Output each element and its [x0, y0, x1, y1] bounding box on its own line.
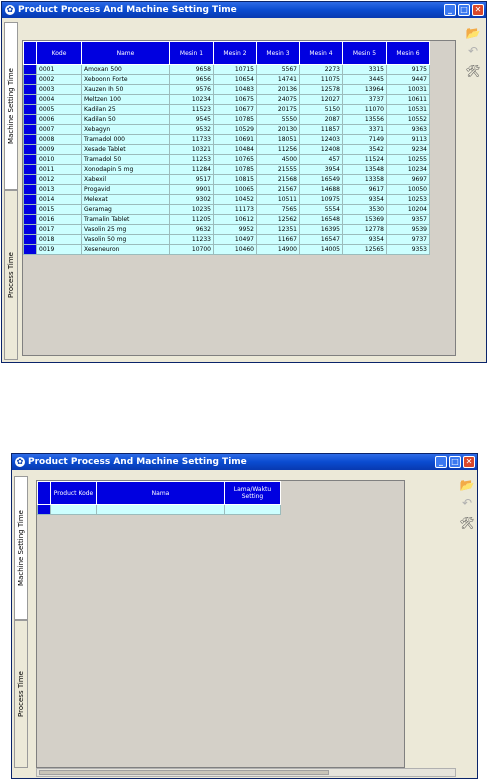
table-cell[interactable]: 11523: [170, 105, 214, 115]
table-cell[interactable]: 12027: [300, 95, 343, 105]
table-cell[interactable]: 16395: [300, 225, 343, 235]
table-cell[interactable]: 13556: [343, 115, 387, 125]
table-cell[interactable]: 10552: [387, 115, 430, 125]
title-bar[interactable]: [12, 454, 477, 470]
table-cell[interactable]: 10452: [214, 195, 257, 205]
table-cell[interactable]: 3737: [343, 95, 387, 105]
table-cell[interactable]: Xeseneuron: [82, 245, 170, 255]
tab-machine-setting-time[interactable]: [14, 476, 28, 620]
table-cell[interactable]: Vasolin 25 mg: [82, 225, 170, 235]
table-row[interactable]: [24, 105, 430, 115]
column-header[interactable]: Nama: [97, 482, 225, 505]
table-cell[interactable]: 10253: [387, 195, 430, 205]
table-cell[interactable]: 11256: [257, 145, 300, 155]
table-cell[interactable]: 9363: [387, 125, 430, 135]
table-cell[interactable]: 12403: [300, 135, 343, 145]
table-row[interactable]: [24, 65, 430, 75]
table-cell[interactable]: 10204: [387, 205, 430, 215]
table-cell[interactable]: Xeboonn Forte: [82, 75, 170, 85]
row-indicator[interactable]: [24, 155, 37, 165]
table-cell[interactable]: 12565: [343, 245, 387, 255]
table-cell[interactable]: [97, 505, 225, 515]
column-header[interactable]: Mesin 4: [300, 42, 343, 65]
table-cell[interactable]: [225, 505, 281, 515]
table-cell[interactable]: 10529: [214, 125, 257, 135]
table-row[interactable]: [24, 195, 430, 205]
table-cell[interactable]: [51, 505, 97, 515]
window-title: Product Process And Machine Setting Time: [28, 457, 247, 467]
table-cell[interactable]: 12408: [300, 145, 343, 155]
table-cell[interactable]: 9113: [387, 135, 430, 145]
row-indicator[interactable]: [24, 105, 37, 115]
row-indicator[interactable]: [38, 505, 51, 515]
table-cell[interactable]: 14900: [257, 245, 300, 255]
table-cell[interactable]: 10531: [387, 105, 430, 115]
table-cell[interactable]: 0010: [37, 155, 82, 165]
row-indicator[interactable]: [24, 185, 37, 195]
table-cell[interactable]: 10715: [214, 65, 257, 75]
table-row[interactable]: [24, 225, 430, 235]
table-cell[interactable]: 16548: [300, 215, 343, 225]
table-cell[interactable]: 10460: [214, 245, 257, 255]
column-header[interactable]: Mesin 6: [387, 42, 430, 65]
row-indicator[interactable]: [24, 95, 37, 105]
table-cell[interactable]: 11667: [257, 235, 300, 245]
table-cell[interactable]: 0015: [37, 205, 82, 215]
table-cell[interactable]: 10484: [214, 145, 257, 155]
row-indicator[interactable]: [24, 65, 37, 75]
table-cell[interactable]: 11233: [170, 235, 214, 245]
column-header[interactable]: Product Kode: [51, 482, 97, 505]
table-cell[interactable]: 14741: [257, 75, 300, 85]
table-cell[interactable]: 9532: [170, 125, 214, 135]
table-cell[interactable]: 14005: [300, 245, 343, 255]
row-indicator[interactable]: [24, 165, 37, 175]
table-cell[interactable]: 0009: [37, 145, 82, 155]
table-cell[interactable]: 11857: [300, 125, 343, 135]
table-cell[interactable]: 9576: [170, 85, 214, 95]
table-cell[interactable]: 9617: [343, 185, 387, 195]
tab-machine-setting-time[interactable]: [4, 22, 18, 190]
table-cell[interactable]: Xesade Tablet: [82, 145, 170, 155]
table-row[interactable]: [24, 75, 430, 85]
column-header[interactable]: Mesin 5: [343, 42, 387, 65]
table-cell[interactable]: 457: [300, 155, 343, 165]
table-row[interactable]: [24, 205, 430, 215]
table-cell[interactable]: 10321: [170, 145, 214, 155]
table-cell[interactable]: 10700: [170, 245, 214, 255]
table-cell[interactable]: 9357: [387, 215, 430, 225]
data-grid[interactable]: [37, 481, 281, 515]
open-folder-icon[interactable]: 📂: [465, 26, 481, 40]
table-cell[interactable]: 10785: [214, 165, 257, 175]
table-cell[interactable]: 0011: [37, 165, 82, 175]
table-cell[interactable]: Progavid: [82, 185, 170, 195]
row-indicator[interactable]: [24, 135, 37, 145]
table-cell[interactable]: 0008: [37, 135, 82, 145]
table-cell[interactable]: 0012: [37, 175, 82, 185]
wrench-icon[interactable]: 🛠: [459, 516, 475, 530]
table-cell[interactable]: 0005: [37, 105, 82, 115]
table-cell[interactable]: 21567: [257, 185, 300, 195]
table-cell[interactable]: 4500: [257, 155, 300, 165]
table-cell[interactable]: Tramadol 50: [82, 155, 170, 165]
table-cell[interactable]: 9539: [387, 225, 430, 235]
table-cell[interactable]: 12778: [343, 225, 387, 235]
row-indicator[interactable]: [24, 245, 37, 255]
table-cell[interactable]: Vasolin 50 mg: [82, 235, 170, 245]
table-cell[interactable]: 11524: [343, 155, 387, 165]
column-header[interactable]: Name: [82, 42, 170, 65]
table-cell[interactable]: 10611: [387, 95, 430, 105]
table-cell[interactable]: 9737: [387, 235, 430, 245]
tab-machine-setting-label: Machine Setting Time: [7, 68, 15, 144]
open-folder-icon[interactable]: 📂: [459, 478, 475, 492]
table-cell[interactable]: 11733: [170, 135, 214, 145]
table-cell[interactable]: 9302: [170, 195, 214, 205]
window-title: Product Process And Machine Setting Time: [18, 5, 237, 15]
table-cell[interactable]: Melexat: [82, 195, 170, 205]
table-cell[interactable]: Amoxan 500: [82, 65, 170, 75]
table-row[interactable]: [38, 505, 281, 515]
table-cell[interactable]: Tramadol 000: [82, 135, 170, 145]
table-cell[interactable]: 3371: [343, 125, 387, 135]
table-cell[interactable]: 11173: [214, 205, 257, 215]
table-cell[interactable]: 9354: [343, 195, 387, 205]
close-button[interactable]: ✕: [463, 456, 475, 468]
window-top: [1, 1, 487, 363]
table-cell[interactable]: 0006: [37, 115, 82, 125]
table-cell[interactable]: 10234: [170, 95, 214, 105]
table-cell[interactable]: 11284: [170, 165, 214, 175]
table-cell[interactable]: 20130: [257, 125, 300, 135]
table-cell[interactable]: 24075: [257, 95, 300, 105]
minimize-button[interactable]: _: [444, 4, 456, 16]
undo-icon[interactable]: ↶: [461, 496, 473, 510]
table-cell[interactable]: 9234: [387, 145, 430, 155]
row-indicator[interactable]: [24, 115, 37, 125]
row-indicator[interactable]: [24, 195, 37, 205]
table-cell[interactable]: 10677: [214, 105, 257, 115]
table-cell[interactable]: 10031: [387, 85, 430, 95]
table-cell[interactable]: 10654: [214, 75, 257, 85]
table-cell[interactable]: 2087: [300, 115, 343, 125]
table-cell[interactable]: 5567: [257, 65, 300, 75]
table-cell[interactable]: 9447: [387, 75, 430, 85]
app-icon: ✿: [6, 5, 14, 14]
column-header[interactable]: Mesin 1: [170, 42, 214, 65]
table-cell[interactable]: 13548: [343, 165, 387, 175]
close-button[interactable]: ✕: [472, 4, 484, 16]
table-cell[interactable]: Kadilan 50: [82, 115, 170, 125]
table-cell[interactable]: 9952: [214, 225, 257, 235]
table-cell[interactable]: 5554: [300, 205, 343, 215]
table-cell[interactable]: 9175: [387, 65, 430, 75]
table-cell[interactable]: 16549: [300, 175, 343, 185]
table-cell[interactable]: 10815: [214, 175, 257, 185]
table-row[interactable]: [24, 175, 430, 185]
table-cell[interactable]: 0019: [37, 245, 82, 255]
table-cell[interactable]: 9697: [387, 175, 430, 185]
table-cell[interactable]: 7149: [343, 135, 387, 145]
table-cell[interactable]: 10050: [387, 185, 430, 195]
table-cell[interactable]: 9354: [343, 235, 387, 245]
table-cell[interactable]: 13964: [343, 85, 387, 95]
table-cell[interactable]: 5550: [257, 115, 300, 125]
table-cell[interactable]: 12578: [300, 85, 343, 95]
table-cell[interactable]: 10975: [300, 195, 343, 205]
table-cell[interactable]: 0017: [37, 225, 82, 235]
wrench-icon[interactable]: 🛠: [465, 64, 481, 78]
tab-machine-setting-label: Machine Setting Time: [17, 510, 25, 586]
tab-process-time[interactable]: [14, 620, 28, 768]
data-grid[interactable]: [23, 41, 430, 255]
table-cell[interactable]: Tramalin Tablet: [82, 215, 170, 225]
table-cell[interactable]: 16547: [300, 235, 343, 245]
table-row[interactable]: [24, 165, 430, 175]
horizontal-scrollbar[interactable]: [36, 768, 456, 777]
vertical-tabs: [4, 22, 18, 360]
table-row[interactable]: [24, 215, 430, 225]
window-bottom: [11, 453, 478, 779]
table-cell[interactable]: 3530: [343, 205, 387, 215]
table-row[interactable]: [24, 155, 430, 165]
table-cell[interactable]: 10065: [214, 185, 257, 195]
table-cell[interactable]: 14688: [300, 185, 343, 195]
grid-panel: [22, 40, 456, 356]
row-indicator[interactable]: [24, 85, 37, 95]
table-cell[interactable]: 12562: [257, 215, 300, 225]
table-cell[interactable]: 9517: [170, 175, 214, 185]
table-cell[interactable]: 10255: [387, 155, 430, 165]
table-cell[interactable]: 3445: [343, 75, 387, 85]
table-cell[interactable]: 2273: [300, 65, 343, 75]
row-indicator[interactable]: [24, 205, 37, 215]
table-cell[interactable]: 10234: [387, 165, 430, 175]
table-row[interactable]: [24, 185, 430, 195]
column-header[interactable]: Mesin 2: [214, 42, 257, 65]
table-cell[interactable]: 11253: [170, 155, 214, 165]
table-cell[interactable]: 0001: [37, 65, 82, 75]
table-cell[interactable]: Xebagyn: [82, 125, 170, 135]
row-indicator[interactable]: [24, 215, 37, 225]
table-cell[interactable]: 9901: [170, 185, 214, 195]
table-cell[interactable]: 21555: [257, 165, 300, 175]
table-cell[interactable]: 10785: [214, 115, 257, 125]
table-cell[interactable]: 10612: [214, 215, 257, 225]
table-cell[interactable]: Geramag: [82, 205, 170, 215]
table-cell[interactable]: 0003: [37, 85, 82, 95]
table-row[interactable]: [24, 235, 430, 245]
vertical-tabs: [14, 476, 28, 768]
table-cell[interactable]: 9658: [170, 65, 214, 75]
table-cell[interactable]: 5150: [300, 105, 343, 115]
table-cell[interactable]: 10497: [214, 235, 257, 245]
undo-icon[interactable]: ↶: [467, 44, 479, 58]
row-indicator-header: [24, 42, 37, 65]
row-indicator[interactable]: [24, 235, 37, 245]
table-row[interactable]: [24, 135, 430, 145]
table-cell[interactable]: 3542: [343, 145, 387, 155]
table-cell[interactable]: 11075: [300, 75, 343, 85]
table-row[interactable]: [24, 115, 430, 125]
table-cell[interactable]: 18051: [257, 135, 300, 145]
table-cell[interactable]: 10675: [214, 95, 257, 105]
table-cell[interactable]: 0007: [37, 125, 82, 135]
table-cell[interactable]: 20175: [257, 105, 300, 115]
minimize-button[interactable]: _: [435, 456, 447, 468]
table-row[interactable]: [24, 245, 430, 255]
tab-process-label: Process Time: [17, 671, 25, 717]
table-cell[interactable]: 20136: [257, 85, 300, 95]
column-header[interactable]: Mesin 3: [257, 42, 300, 65]
grid-panel: [36, 480, 405, 768]
table-cell[interactable]: Xauzen Ih 50: [82, 85, 170, 95]
table-cell[interactable]: 10235: [170, 205, 214, 215]
table-cell[interactable]: Meltzen 100: [82, 95, 170, 105]
table-cell[interactable]: 9632: [170, 225, 214, 235]
table-cell[interactable]: 15369: [343, 215, 387, 225]
table-cell[interactable]: 0004: [37, 95, 82, 105]
table-cell[interactable]: Xabexil: [82, 175, 170, 185]
table-cell[interactable]: 11205: [170, 215, 214, 225]
row-indicator[interactable]: [24, 75, 37, 85]
table-cell[interactable]: Xonodapin 5 mg: [82, 165, 170, 175]
table-cell[interactable]: 9545: [170, 115, 214, 125]
column-header[interactable]: Kode: [37, 42, 82, 65]
maximize-button[interactable]: □: [458, 4, 470, 16]
table-row[interactable]: [24, 95, 430, 105]
table-cell[interactable]: 10691: [214, 135, 257, 145]
row-indicator[interactable]: [24, 145, 37, 155]
column-header[interactable]: Lama/Waktu Setting: [225, 482, 281, 505]
table-cell[interactable]: 11070: [343, 105, 387, 115]
table-row[interactable]: [24, 145, 430, 155]
app-icon: ✿: [16, 457, 24, 466]
tab-process-label: Process Time: [7, 252, 15, 298]
table-cell[interactable]: 9656: [170, 75, 214, 85]
title-bar[interactable]: [2, 2, 486, 18]
table-cell[interactable]: 0016: [37, 215, 82, 225]
row-indicator-header: [38, 482, 51, 505]
table-row[interactable]: [24, 85, 430, 95]
table-cell[interactable]: 10483: [214, 85, 257, 95]
table-cell[interactable]: 0013: [37, 185, 82, 195]
table-cell[interactable]: 13358: [343, 175, 387, 185]
row-indicator[interactable]: [24, 225, 37, 235]
table-cell[interactable]: 10765: [214, 155, 257, 165]
maximize-button[interactable]: □: [449, 456, 461, 468]
table-cell[interactable]: Kadilan 25: [82, 105, 170, 115]
table-cell[interactable]: 0014: [37, 195, 82, 205]
table-cell[interactable]: 3954: [300, 165, 343, 175]
table-cell[interactable]: 3315: [343, 65, 387, 75]
table-cell[interactable]: 0018: [37, 235, 82, 245]
table-cell[interactable]: 0002: [37, 75, 82, 85]
table-cell[interactable]: 10511: [257, 195, 300, 205]
table-row[interactable]: [24, 125, 430, 135]
table-cell[interactable]: 7565: [257, 205, 300, 215]
table-cell[interactable]: 12351: [257, 225, 300, 235]
tab-process-time[interactable]: [4, 190, 18, 360]
table-cell[interactable]: 21568: [257, 175, 300, 185]
row-indicator[interactable]: [24, 175, 37, 185]
row-indicator[interactable]: [24, 125, 37, 135]
table-cell[interactable]: 9353: [387, 245, 430, 255]
scrollbar-thumb[interactable]: [39, 770, 329, 775]
